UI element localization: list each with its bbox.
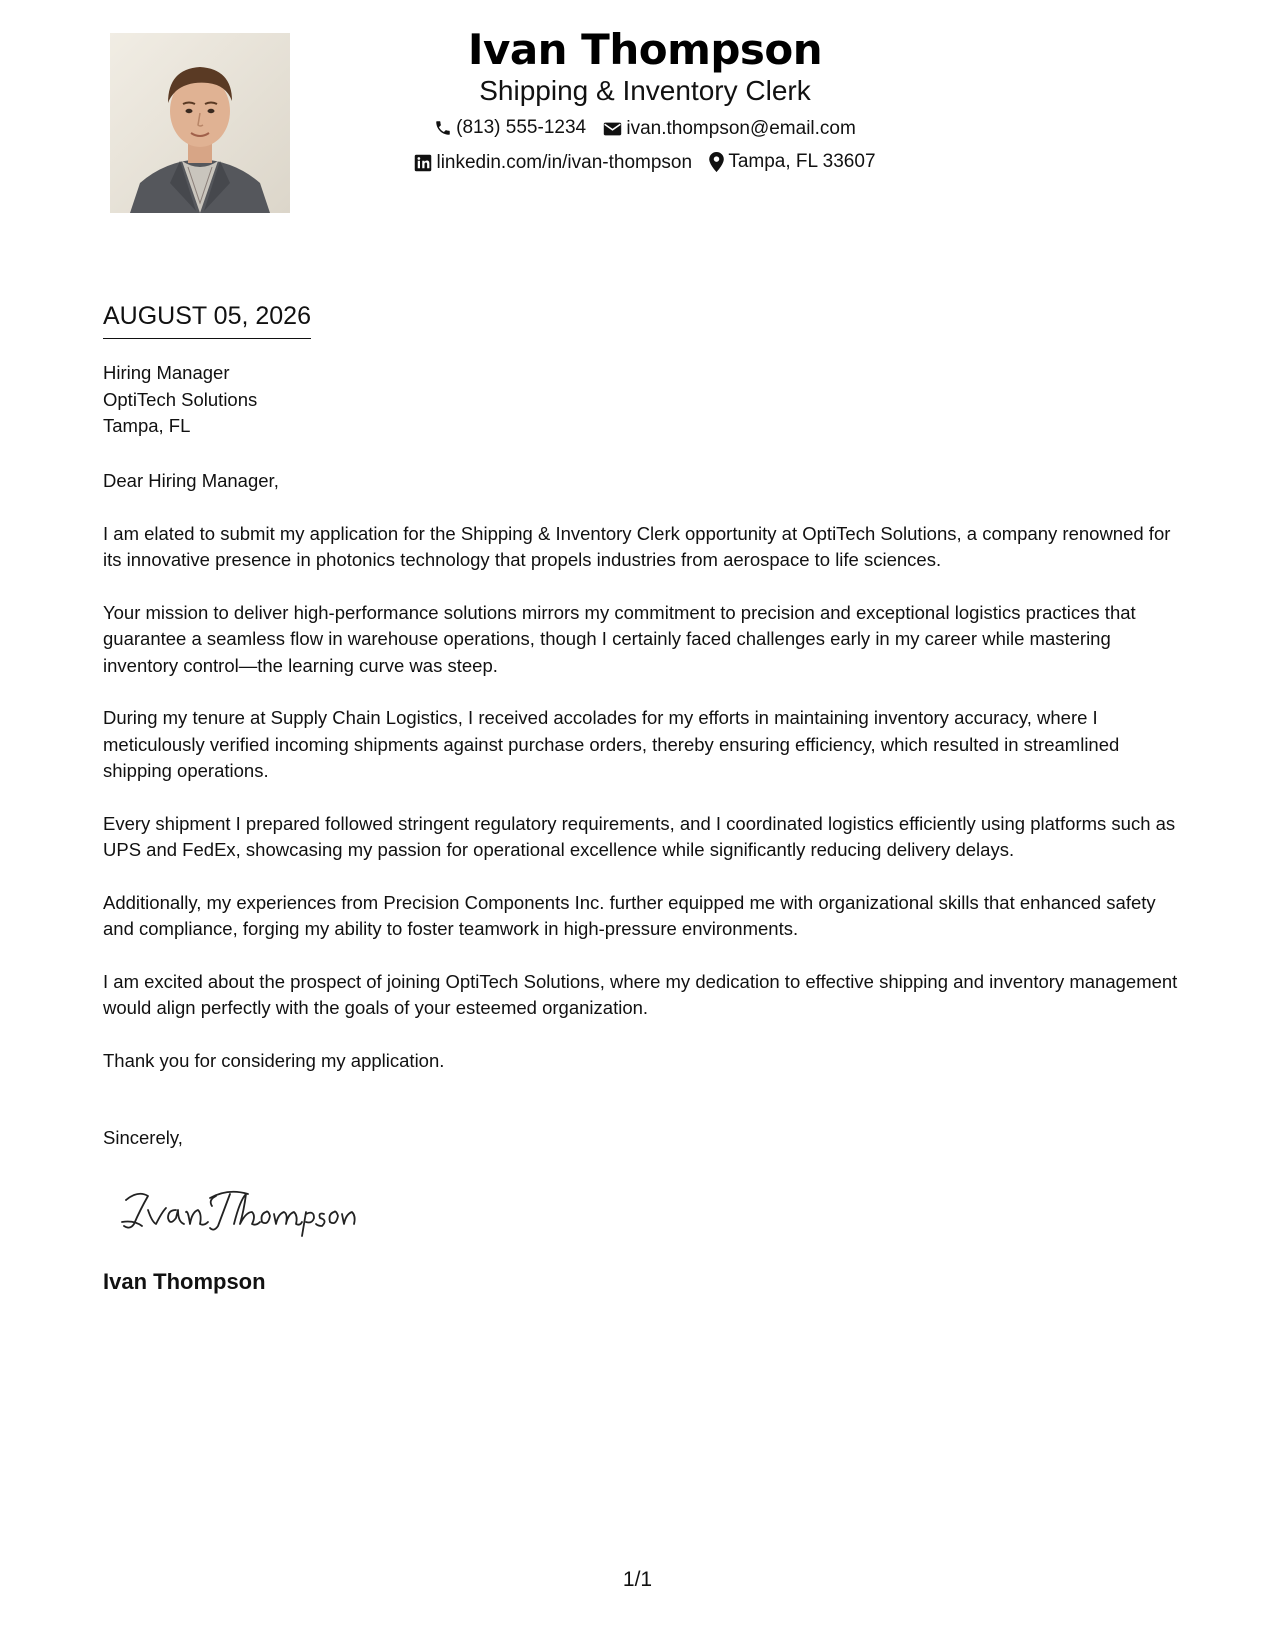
body-paragraph: Your mission to deliver high-performance solutions mirrors my commitment to precision and exceptional logistics practices that guarantee a seamless flow in warehouse operations, though I certainly faced challenges early in my career while mastering inventory control—the learning curve was steep.: [103, 601, 1136, 676]
contact-row-2: [360, 150, 930, 179]
phone-text[interactable]: (813) 555-1234: [456, 117, 587, 138]
recipient-line: Hiring Manager: [103, 362, 230, 383]
salutation: Dear Hiring Manager,: [103, 470, 279, 491]
body-paragraph: During my tenure at Supply Chain Logistics, I received accolades for my efforts in maintaining inventory accuracy, where I meticulously verified incoming shipments against purchase orders, thereby ensuring efficiency, which resulted in streamlined shipping operations.: [103, 707, 1120, 781]
letter-date: AUGUST 05, 2026: [103, 300, 311, 339]
handwritten-signature: [118, 1180, 358, 1240]
phone-icon: [434, 119, 452, 137]
recipient-block: [103, 360, 257, 440]
letter-body: [103, 468, 1178, 1100]
body-paragraph: I am excited about the prospect of joining OptiTech Solutions, where my dedication to effective shipping and inventory management would align perfectly with the goals of your esteemed organization.: [103, 970, 1178, 1018]
email-text[interactable]: ivan.thompson@email.com: [626, 118, 856, 139]
letter-header: [360, 24, 930, 179]
linkedin-text[interactable]: linkedin.com/in/ivan-thompson: [436, 152, 693, 173]
applicant-name: Ivan Thompson: [467, 25, 823, 74]
recipient-line: OptiTech Solutions: [103, 388, 258, 410]
page-number: 1/1: [622, 1568, 653, 1591]
body-paragraph: Additionally, my experiences from Precision Components Inc. further equipped me with organizational skills that enhanced safety and compliance, forging my ability to foster teamwork in high-pressure environments.: [103, 891, 1156, 939]
recipient-line: Tampa, FL: [103, 415, 191, 436]
linkedin-icon: [414, 154, 432, 172]
signer-name: Ivan Thompson: [103, 1269, 266, 1294]
contact-email: [603, 117, 855, 141]
body-paragraph: I am elated to submit my application for the Shipping & Inventory Clerk opportunity at OptiTech Solutions, a company renowned for its innovative presence in photonics technology that propels industries from aerospace to life sciences.: [103, 522, 1171, 570]
map-pin-icon: [709, 152, 724, 172]
body-paragraph: Every shipment I prepared followed stringent regulatory requirements, and I coordinated logistics efficiently using platforms such as UPS and FedEx, showcasing my passion for operational excellence while significantly reducing delivery delays.: [103, 812, 1176, 860]
contact-row-1: [360, 116, 930, 144]
location-text: Tampa, FL 33607: [728, 151, 876, 172]
profile-photo: [110, 33, 290, 213]
contact-phone: [434, 116, 586, 140]
contact-linkedin: [414, 151, 692, 175]
applicant-title: Shipping & Inventory Clerk: [479, 75, 811, 106]
contact-location: [709, 150, 875, 174]
body-paragraph: Thank you for considering my application.: [103, 1049, 445, 1071]
envelope-icon: [603, 121, 622, 137]
closing: Sincerely,: [103, 1127, 183, 1148]
